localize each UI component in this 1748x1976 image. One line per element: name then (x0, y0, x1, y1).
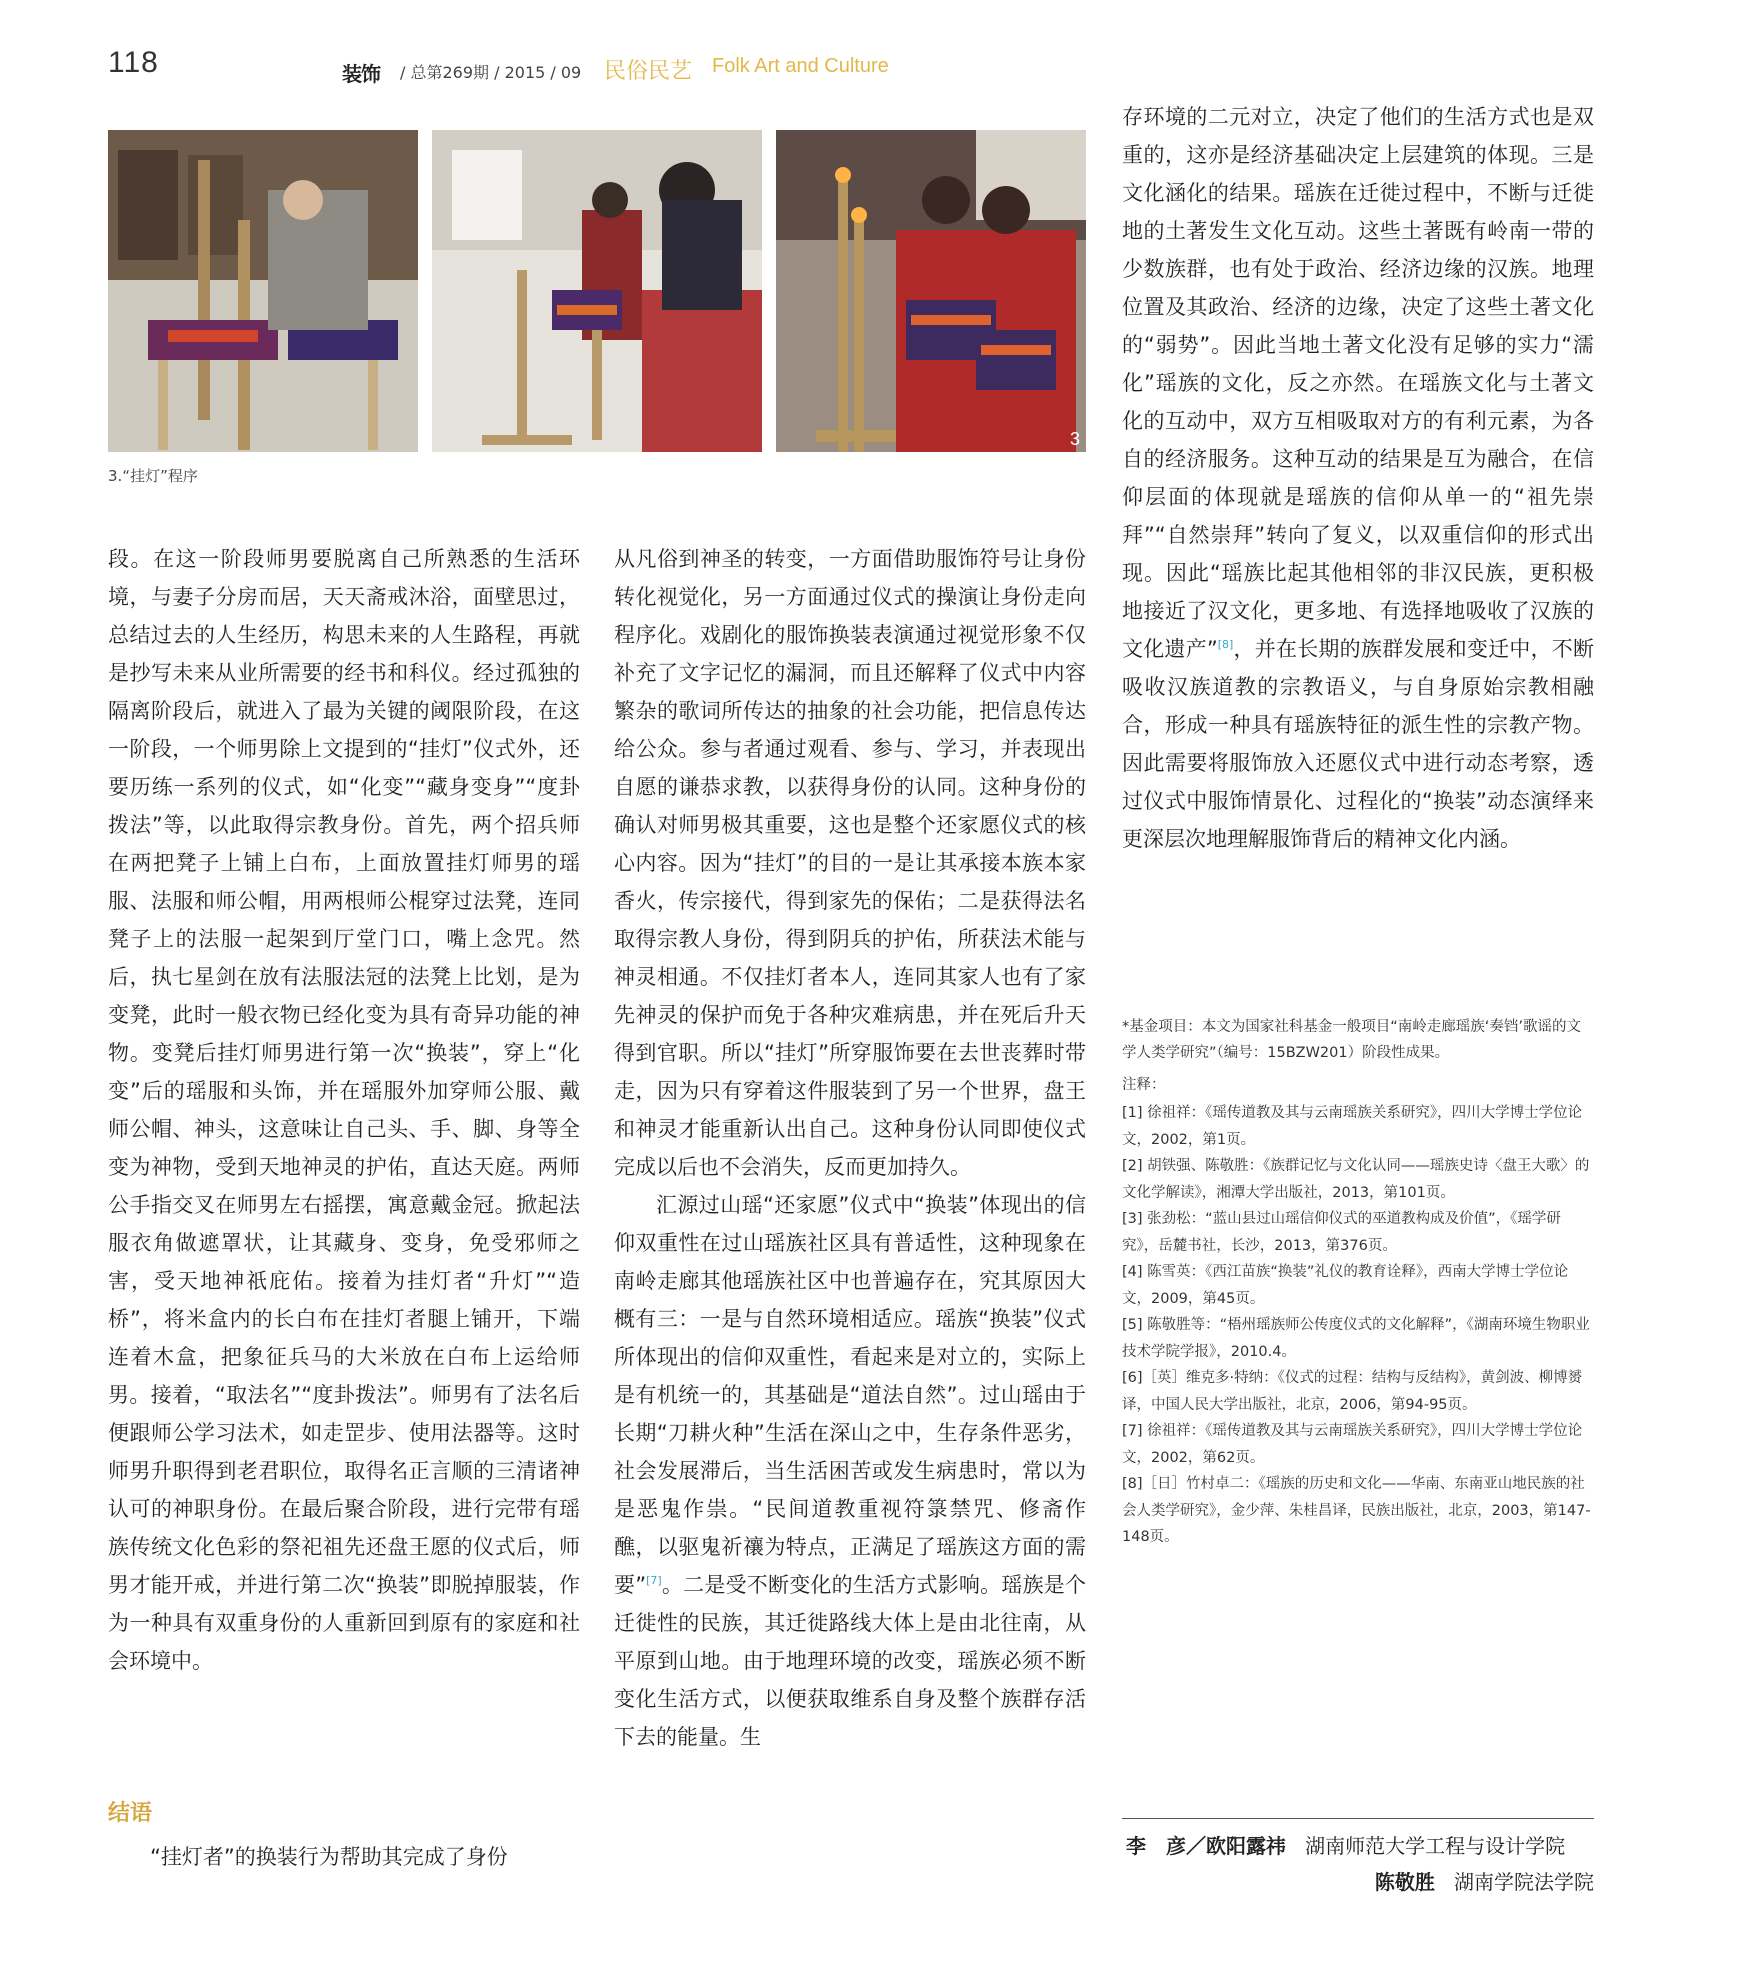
ritual-photo-3 (776, 130, 1086, 452)
ritual-photo-2 (432, 130, 762, 452)
author-names: 陈敬胜 (1374, 1870, 1435, 1894)
figure-caption: 3.“挂灯”程序 (108, 467, 198, 485)
citation-ref[interactable]: [8] (1217, 638, 1234, 651)
citation-ref[interactable]: [7] (646, 1574, 662, 1587)
paragraph: 段。在这一阶段师男要脱离自己所熟悉的生活环境，与妻子分房而居，天天斋戒沐浴，面壁思过，总结过去的人生经历，构思未来的人生路程，再就是抄写未来从业所需要的经书和科仪。经过孤独的隔离阶段后，就进入了最为关键的阈限阶段，在这一阶段，一个师男除上文提到的“挂灯”仪式外，还要历练一系列的仪式，如“化变”“藏身变身”“度卦拨法”等，以此取得宗教身份。首先，两个招兵师在两把凳子上铺上白布，上面放置挂灯师男的瑶服、法服和师公帽，用两根师公棍穿过法凳，连同凳子上的法服一起架到厅堂门口，嘴上念咒。然后，执七星剑在放有法服法冠的法凳上比划，是为变凳，此时一般衣物已经化变为具有奇异功能的神物。变凳后挂灯师男进行第一次“换装”，穿上“化变”后的瑶服和头饰，并在瑶服外加穿师公服、戴师公帽、神头，这意味让自己头、手、脚、身等全变为神物，受到天地神灵的护佑，直达天庭。两师公手指交叉在师男左右摇摆，寓意戴金冠。掀起法服衣角做遮罩状，让其藏身、变身，免受邪师之害，受天地神祇庇佑。接着为挂灯者“升灯”“造桥”，将米盒内的长白布在挂灯者腿上铺开，下端连着木盒，把象征兵马的大米放在白布上运给师男。接着，“取法名”“度卦拨法”。师男有了法名后便跟师公学习法术，如走罡步、使用法器等。这时师男升职得到老君职位，取得名正言顺的三清诸神认可的神职身份。在最后聚合阶段，进行完带有瑶族传统文化色彩的祭祀祖先还盘王愿的仪式后，师男才能开戒，并进行第二次“换装”即脱掉服装，作为一种具有双重身份的人重新回到原有的家庭和社会环境中。 (108, 547, 580, 1673)
article-column-right (1122, 98, 1594, 858)
paragraph: 汇源过山瑶“还家愿”仪式中“换装”体现出的信仰双重性在过山瑶族社区具有普适性，这种现象在南岭走廊其他瑶族社区中也普遍存在，究其原因大概有三：一是与自然环境相适应。瑶族“换装”仪式所体现出的信仰双重性，看起来是对立的，实际上是有机统一的，其基础是“道法自然”。过山瑶由于长期“刀耕火种”生活在深山之中，生存条件恶劣，社会发展滞后，当生活困苦或发生病患时，常以为是恶鬼作祟。“民间道教重视符箓禁咒、修斋作醮，以驱鬼祈禳为特点，正满足了瑶族这方面的需要”[7]。二是受不断变化的生活方式影响。瑶族是个迁徙性的民族，其迁徙路线大体上是由北往南，从平原到山地。由于地理环境的改变，瑶族必须不断变化生活方式，以便获取维系自身及整个族群存活下去的能量。生 (614, 1193, 1087, 1749)
section-heading-conclusion: 结语 (108, 1801, 153, 1826)
author-divider (1122, 1818, 1594, 1819)
note-item: [4] 陈雪英：《西江苗族“换装”礼仪的教育诠释》，西南大学博士学位论文，2009，第45页。 (1122, 1264, 1569, 1307)
magazine-logo: 装饰 (342, 62, 380, 86)
ritual-photo-1 (108, 130, 418, 452)
note-item: [6]［英］维克多·特纳：《仪式的过程：结构与反结构》，黄剑波、柳博赟译，中国人民大学出版社，北京，2006，第94-95页。 (1122, 1370, 1583, 1413)
fund-note: *基金项目：本文为国家社科基金一般项目“南岭走廊瑶族‘奏铛’歌谣的文学人类学研究”（编号：15BZW201）阶段性成果。 (1122, 1019, 1581, 1061)
paragraph: 存环境的二元对立，决定了他们的生活方式也是双重的，这亦是经济基础决定上层建筑的体现。三是文化涵化的结果。瑶族在迁徙过程中，不断与迁徙地的土著发生文化互动。这些土著既有岭南一带的少数族群，也有处于政治、经济边缘的汉族。地理位置及其政治、经济的边缘，决定了这些土著文化的“弱势”。因此当地土著文化没有足够的实力“濡化”瑶族的文化，反之亦然。在瑶族文化与土著文化的互动中，双方互相吸取对方的有利元素，为各自的经济服务。这种互动的结果是互为融合，在信仰层面的体现就是瑶族的信仰从单一的“祖先崇拜”“自然崇拜”转向了复义，以双重信仰的形式出现。因此“瑶族比起其他相邻的非汉民族，更积极地接近了汉文化，更多地、有选择地吸收了汉族的文化遗产”[8]，并在长期的族群发展和变迁中，不断吸收汉族道教的宗教语义，与自身原始宗教相融合，形成一种具有瑶族特征的派生性的宗教产物。因此需要将服饰放入还愿仪式中进行动态考察，透过仪式中服饰情景化、过程化的“换装”动态演绎来更深层次地理解服饰背后的精神文化内涵。 (1122, 105, 1594, 851)
note-item: [8]［日］竹村卓二：《瑶族的历史和文化——华南、东南亚山地民族的社会人类学研究》，金少萍、朱桂昌译，民族出版社，北京，2003，第147-148页。 (1122, 1476, 1591, 1545)
author-line (1375, 1866, 1594, 1895)
paragraph: 从凡俗到神圣的转变，一方面借助服饰符号让身份转化视觉化，另一方面通过仪式的操演让身份走向程序化。戏剧化的服饰换装表演通过视觉形象不仅补充了文字记忆的漏洞，而且还解释了仪式中内容繁杂的歌词所传达的抽象的社会功能，把信息传达给公众。参与者通过观看、参与、学习，并表现出自愿的谦恭求教，以获得身份的认同。这种身份的确认对师男极其重要，这也是整个还家愿仪式的核心内容。因为“挂灯”的目的一是让其承接本族本家香火，传宗接代，得到家先的保佑；二是获得法名取得宗教人身份，得到阴兵的护佑，所获法术能与神灵相通。不仅挂灯者本人，连同其家人也有了家先神灵的保护而免于各种灾难病患，并在死后升天得到官职。所以“挂灯”所穿服饰要在去世丧葬时带走，因为只有穿着这件服装到了另一个世界，盘王和神灵才能重新认出自己。这种身份认同即使仪式完成以后也不会消失，反而更加持久。 (614, 547, 1086, 1179)
author-line (1126, 1830, 1565, 1859)
note-item: [1] 徐祖祥：《瑶传道教及其与云南瑶族关系研究》，四川大学博士学位论文，2002，第1页。 (1122, 1105, 1583, 1148)
author-affiliation: 湖南学院法学院 (1454, 1870, 1594, 1894)
section-title-cn: 民俗民艺 (604, 59, 693, 84)
article-column-left (108, 540, 580, 1680)
notes-title: 注释： (1122, 1077, 1166, 1093)
author-names: 李 彦／欧阳露祎 (1126, 1834, 1286, 1858)
note-item: [2] 胡铁强、陈敬胜：《族群记忆与文化认同——瑶族史诗〈盘王大歌〉的文化学解读》，湘潭大学出版社，2013，第101页。 (1122, 1158, 1590, 1201)
paragraph: “挂灯者”的换装行为帮助其完成了身份 (150, 1845, 508, 1869)
photo-number: 3 (1069, 429, 1080, 449)
note-item: [5] 陈敬胜等：“梧州瑶族师公传度仪式的文化解释”，《湖南环境生物职业技术学院学报》，2010.4。 (1122, 1317, 1590, 1360)
note-item: [7] 徐祖祥：《瑶传道教及其与云南瑶族关系研究》，四川大学博士学位论文，2002，第62页。 (1122, 1423, 1583, 1466)
notes-list (1122, 1100, 1597, 1551)
section-title-en: Folk Art and Culture (712, 55, 889, 77)
conclusion-text (108, 1838, 580, 1876)
page-number: 118 (108, 46, 159, 79)
author-affiliation: 湖南师范大学工程与设计学院 (1305, 1834, 1566, 1858)
article-column-middle (614, 540, 1086, 1756)
issue-info: / 总第269期 / 2015 / 09 (400, 63, 582, 82)
note-item: [3] 张劲松：“蓝山县过山瑶信仰仪式的巫道教构成及价值”，《瑶学研究》，岳麓书社，长沙，2013，第376页。 (1122, 1211, 1561, 1254)
